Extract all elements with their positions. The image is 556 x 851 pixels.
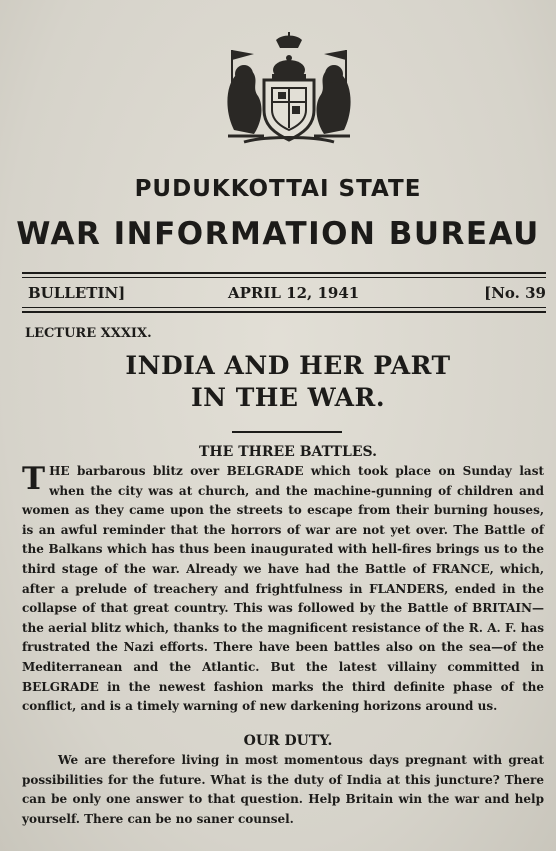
bureau-title: WAR INFORMATION BUREAU <box>16 216 540 252</box>
state-name: PUDUKKOTTAI STATE <box>134 176 422 202</box>
bulletin-date: APRIL 12, 1941 <box>228 284 360 302</box>
top-double-rule <box>22 272 546 274</box>
headline-line-1: INDIA AND HER PART <box>125 351 451 380</box>
lecture-number: LECTURE XXXIX. <box>25 326 152 341</box>
section-text-our-duty: We are therefore living in most momentous days pregnant with great possibilities for the future. What is the duty of India at this juncture? There can be only one answer to that question. Help Britain win the war and help yourself. There can be no saner counsel. <box>22 753 544 826</box>
drop-cap: T <box>22 461 46 497</box>
headline-line-2: IN THE WAR. <box>190 383 386 412</box>
section-body-our-duty <box>22 751 544 829</box>
state-crest-emblem <box>214 30 364 148</box>
bulletin-number: [No. 39 <box>484 284 546 302</box>
section-heading-our-duty: OUR DUTY. <box>243 733 333 749</box>
article-headline <box>0 350 556 414</box>
section-text-three-battles: HE barbarous blitz over BELGRADE which took place on Sunday last when the city was at church, and the machine-gunning of children and women as they came upon the streets to escape from their burning houses, is an awful reminder that the horrors of war are not yet over. The Battle of the Balkans which has thus been inaugurated with hell-fires brings us to the third stage of the war. Already we have had the Battle of FRANCE, which, after a prelude of treachery and frightfulness in FLANDERS, ended in the collapse of that great country. This was followed by the Battle of BRITAIN—the aerial blitz which, thanks to the magnificent resistance of the R. A. F. has frustrated the Nazi efforts. There have been battles also on the sea—of the Mediterranean and the Atlantic. But the latest villainy committed in BELGRADE in the newest fashion marks the third definite phase of the conflict, and is a timely warning of new darkening horizons around us. <box>22 464 544 714</box>
top-double-rule-thin <box>22 277 546 278</box>
section-heading-three-battles: THE THREE BATTLES. <box>199 444 377 460</box>
bulletin-label: BULLETIN] <box>28 284 126 302</box>
bottom-double-rule <box>22 311 546 313</box>
section-body-three-battles <box>22 462 544 717</box>
bottom-double-rule-thin <box>22 307 546 308</box>
headline-divider <box>232 431 342 433</box>
